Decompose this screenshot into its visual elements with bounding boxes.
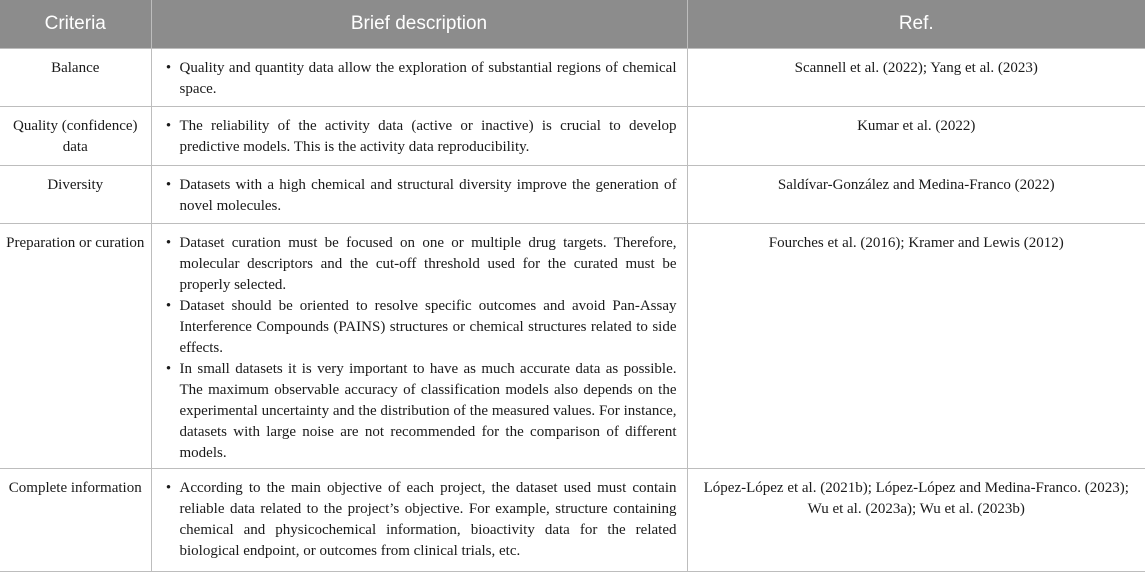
ref-cell: López-López et al. (2021b); López-López and Medina-Franco. (2023); Wu et al. (2023a); Wu et al. (2023b) — [687, 469, 1145, 572]
header-ref: Ref. — [687, 0, 1145, 49]
table-row — [0, 224, 1145, 469]
bullet-icon: • — [165, 60, 172, 76]
table-row — [0, 107, 1145, 166]
description-cell — [151, 107, 687, 166]
bullet-icon: • — [165, 118, 172, 134]
description-item: • Dataset should be oriented to resolve specific outcomes and avoid Pan-Assay Interference Compounds (PAINS) structures or chemical structures related to side effects. — [162, 296, 677, 359]
criteria-cell: Complete information — [0, 469, 151, 572]
ref-cell: Scannell et al. (2022); Yang et al. (2023) — [687, 49, 1145, 107]
ref-cell: Kumar et al. (2022) — [687, 107, 1145, 166]
header-criteria: Criteria — [0, 0, 151, 49]
bullet-icon: • — [165, 298, 172, 314]
table-row — [0, 49, 1145, 107]
description-item: • The reliability of the activity data (active or inactive) is crucial to develop predictive models. This is the activity data reproducibility. — [162, 116, 677, 158]
bullet-icon: • — [165, 480, 172, 496]
description-item: • In small datasets it is very important to have as much accurate data as possible. The maximum observable accuracy of classification models also depends on the experimental uncertainty and the distribution of the measured values. For instance, datasets with large noise are not recommended for the comparison of different models. — [162, 359, 677, 464]
bullet-icon: • — [165, 177, 172, 193]
table-row — [0, 469, 1145, 572]
criteria-cell: Preparation or curation — [0, 224, 151, 469]
bullet-icon: • — [165, 361, 172, 377]
header-row — [0, 0, 1145, 49]
description-item: • Datasets with a high chemical and structural diversity improve the generation of novel molecules. — [162, 175, 677, 217]
table-row — [0, 166, 1145, 224]
description-item: • According to the main objective of each project, the dataset used must contain reliable data related to the project’s objective. For example, structure containing chemical and physicochemical information, bioactivity data for the related biological endpoint, or outcomes from clinical trials, etc. — [162, 478, 677, 562]
description-item: • Quality and quantity data allow the exploration of substantial regions of chemical space. — [162, 58, 677, 100]
description-cell — [151, 49, 687, 107]
ref-cell: Fourches et al. (2016); Kramer and Lewis (2012) — [687, 224, 1145, 469]
header-description: Brief description — [151, 0, 687, 49]
description-cell — [151, 224, 687, 469]
description-cell — [151, 469, 687, 572]
criteria-cell: Diversity — [0, 166, 151, 224]
ref-cell: Saldívar-González and Medina-Franco (2022) — [687, 166, 1145, 224]
criteria-cell: Balance — [0, 49, 151, 107]
description-cell — [151, 166, 687, 224]
bullet-icon: • — [165, 235, 172, 251]
criteria-cell: Quality (confidence) data — [0, 107, 151, 166]
description-item: • Dataset curation must be focused on one or multiple drug targets. Therefore, molecular descriptors and the cut-off threshold used for the curated must be properly selected. — [162, 233, 677, 296]
